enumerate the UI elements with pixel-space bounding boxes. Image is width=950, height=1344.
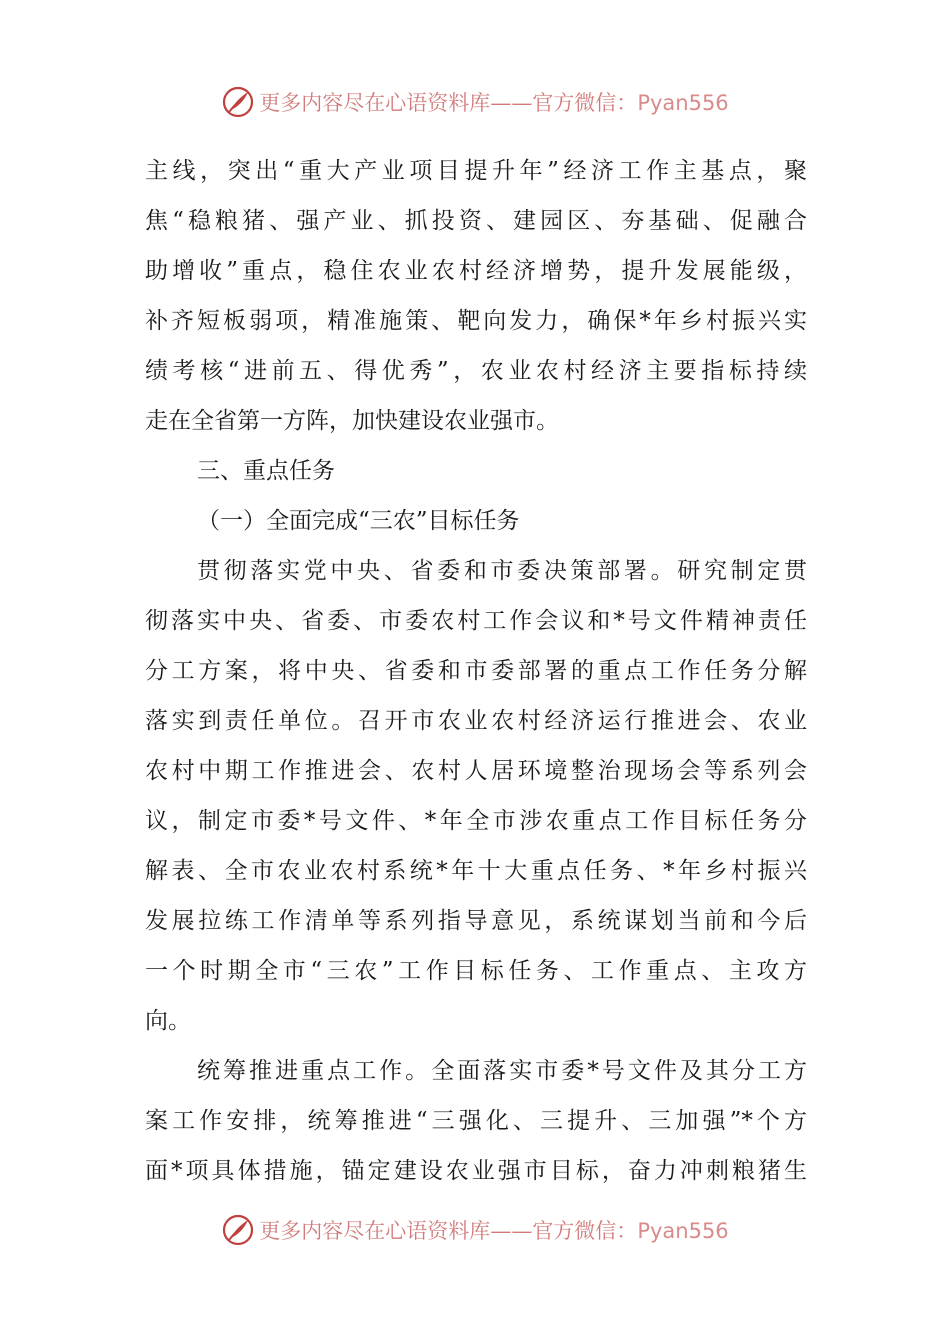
text-line: 统筹推进重点工作。全面落实市委*号文件及其分工方 bbox=[197, 1058, 807, 1084]
text-line: 助增收”重点，稳住农业农村经济增势，提升发展能级， bbox=[145, 258, 807, 284]
subsection-heading: （一）全面完成“三农”目标任务 bbox=[197, 508, 520, 534]
text-line: 议，制定市委*号文件、*年全市涉农重点工作目标任务分 bbox=[145, 808, 807, 834]
text-line: 彻落实中央、省委、市委农村工作会议和*号文件精神责任 bbox=[145, 608, 807, 634]
text-line: 向。 bbox=[145, 1008, 191, 1034]
watermark-wechat-label: 官方微信： bbox=[532, 1219, 638, 1243]
watermark-wechat-id: Pyan556 bbox=[637, 1219, 729, 1243]
text-line: 分工方案，将中央、省委和市委部署的重点工作任务分解 bbox=[145, 658, 807, 684]
text-line: 发展拉练工作清单等系列指导意见，系统谋划当前和今后 bbox=[145, 908, 807, 934]
text-line: 解表、全市农业农村系统*年十大重点任务、*年乡村振兴 bbox=[145, 858, 807, 884]
text-line: 贯彻落实党中央、省委和市委决策部署。研究制定贯 bbox=[197, 558, 807, 584]
watermark-brand: 更多内容尽在心语资料库 bbox=[259, 1219, 491, 1243]
watermark-text bbox=[259, 87, 728, 117]
watermark-dash: —— bbox=[490, 1219, 533, 1243]
watermark-dash: —— bbox=[490, 91, 533, 115]
text-line: 绩考核“进前五、得优秀”，农业农村经济主要指标持续 bbox=[145, 358, 807, 384]
text-line: 落实到责任单位。召开市农业农村经济运行推进会、农业 bbox=[145, 708, 807, 734]
text-line: 农村中期工作推进会、农村人居环境整治现场会等系列会 bbox=[145, 758, 807, 784]
text-line: 面*项具体措施，锚定建设农业强市目标，奋力冲刺粮猪生 bbox=[145, 1158, 807, 1184]
text-line: 主线，突出“重大产业项目提升年”经济工作主基点，聚 bbox=[145, 158, 807, 184]
text-line: 案工作安排，统筹推进“三强化、三提升、三加强”*个方 bbox=[145, 1108, 807, 1134]
watermark-text bbox=[259, 1215, 728, 1245]
text-line: 走在全省第一方阵，加快建设农业强市。 bbox=[145, 408, 559, 434]
watermark-wechat-id: Pyan556 bbox=[637, 91, 729, 115]
watermark-footer bbox=[0, 1210, 950, 1250]
quill-logo-icon bbox=[221, 1213, 255, 1247]
text-line: 一个时期全市“三农”工作目标任务、工作重点、主攻方 bbox=[145, 958, 807, 984]
text-line: 补齐短板弱项，精准施策、靶向发力，确保*年乡村振兴实 bbox=[145, 308, 807, 334]
watermark-brand: 更多内容尽在心语资料库 bbox=[259, 91, 491, 115]
text-line: 焦“稳粮猪、强产业、抓投资、建园区、夯基础、促融合 bbox=[145, 208, 807, 234]
document-body bbox=[145, 146, 807, 1196]
quill-logo-icon bbox=[221, 85, 255, 119]
watermark-header bbox=[0, 82, 950, 122]
watermark-wechat-label: 官方微信： bbox=[532, 91, 638, 115]
section-heading: 三、重点任务 bbox=[197, 458, 335, 484]
